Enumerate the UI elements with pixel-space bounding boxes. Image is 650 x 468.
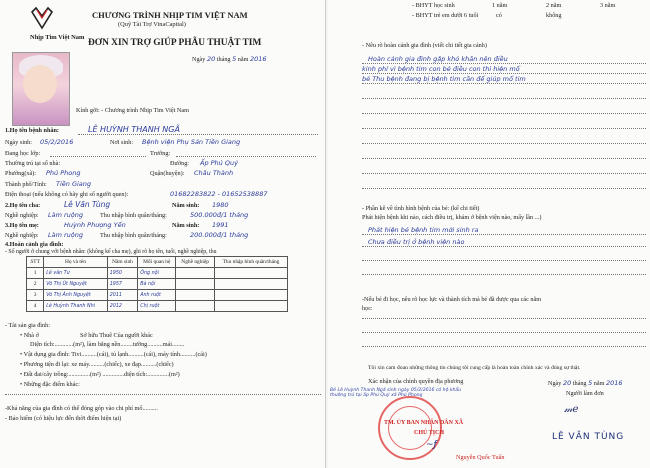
- birthplace-value[interactable]: Bệnh viện Phụ Sản Tiền Giang: [142, 138, 241, 146]
- underline: [362, 346, 646, 347]
- section4-label: 4.Hoàn cảnh gia đình:: [5, 241, 64, 248]
- table-cell[interactable]: 2011: [107, 290, 138, 301]
- table-cell[interactable]: [176, 268, 215, 279]
- phone-label: Điện thoại (nếu không có hãy ghi số người quen):: [5, 191, 129, 198]
- household-table: [26, 256, 288, 312]
- disease-question-2: Phát hiện bệnh khi nào, cách điều trị, khám ở bệnh viện nào, mấy lần ...): [362, 214, 542, 221]
- official-signature-icon: ~ƒ: [426, 440, 437, 450]
- bhyt-child: - BHYT trẻ em dưới 6 tuổi: [412, 12, 479, 19]
- table-cell[interactable]: 2012: [107, 301, 138, 312]
- bhyt-no: không: [546, 12, 562, 19]
- col-relation: Mối quan hệ: [138, 257, 176, 268]
- program-name: CHƯƠNG TRÌNH NHỊP TIM VIỆT NAM: [92, 10, 248, 20]
- underline: [362, 332, 646, 333]
- school-question-2: học:: [362, 305, 373, 312]
- sponsor: (Quỹ Tài Trợ VinaCapital): [118, 21, 186, 28]
- requester-name: LÊ VĂN TÙNG: [552, 432, 625, 442]
- table-cell[interactable]: [214, 279, 287, 290]
- appliances: • Vật dụng gia đình: Tivi..........(cái), tủ lạnh..........(cái), máy tính..........(cái): [20, 351, 207, 358]
- family-answer-3[interactable]: bé Thu bệnh đang bị bệnh tim cần để giúp mổ tim: [362, 75, 526, 83]
- other-assets: • Những đặc điểm khác:: [20, 381, 80, 388]
- patient-photo: [12, 52, 70, 126]
- requester-signature-icon: 𝓂ℯ: [564, 404, 579, 415]
- col-name: Họ và tên: [44, 257, 107, 268]
- address-label: Thường trú tại số nhà:: [5, 160, 61, 167]
- table-cell[interactable]: [214, 290, 287, 301]
- land: • Đất đai/cây trồng:..............(m²) ..............diện tích:..............(m²): [20, 371, 180, 378]
- table-row: [27, 301, 288, 312]
- table-cell: 1: [27, 268, 44, 279]
- father-job[interactable]: Làm ruộng: [48, 211, 84, 219]
- street-label: Đường:: [170, 160, 190, 167]
- bhyt-student: - BHYT học sinh: [412, 2, 455, 9]
- underline: [362, 113, 646, 114]
- table-cell[interactable]: 1950: [107, 268, 138, 279]
- underline: [362, 274, 646, 275]
- ward-value[interactable]: Phú Phong: [46, 169, 81, 177]
- requester-label: Người làm đơn: [566, 390, 604, 397]
- table-cell[interactable]: [214, 301, 287, 312]
- family-note: - Số người ở chung với bệnh nhân: (không kể cha mẹ), ghi rõ họ tên, tuổi, nghề nghiệp, thu: [5, 249, 217, 255]
- underline: [362, 188, 646, 189]
- underline: [362, 83, 646, 84]
- table-cell[interactable]: [176, 301, 215, 312]
- district-label: Quận(huyện):: [150, 170, 185, 177]
- table-cell[interactable]: Bà nội: [138, 279, 176, 290]
- table-cell[interactable]: Chị ruột: [138, 301, 176, 312]
- street-value[interactable]: Ấp Phú Quý: [200, 159, 238, 167]
- local-confirm-note: Bé Lê Huỳnh Thanh Ngã sinh ngày 05/2/2016 có hộ khẩu thường trú tại ấp Phú Quý xã Phú Phong: [330, 388, 462, 398]
- underline: [362, 173, 646, 174]
- form-date: Ngày 20 tháng 5 năm 2016: [192, 55, 267, 63]
- bhyt-2-year: 2 năm: [546, 2, 562, 9]
- table-cell[interactable]: Anh ruột: [138, 290, 176, 301]
- insurance: - Bảo hiểm (có hiệu lực đến thời điểm hiện tại): [5, 415, 122, 422]
- table-row: [27, 268, 288, 279]
- family-answer-2[interactable]: kinh phí vì bệnh tim con bé điều con thì hiện mổ: [362, 65, 520, 73]
- table-cell[interactable]: Lê văn Tư: [44, 268, 107, 279]
- mother-dob-label: Năm sinh:: [172, 222, 200, 229]
- underline: [362, 73, 646, 74]
- house-options: Sở hữu Thuê Của người khác: [80, 332, 153, 339]
- bhyt-3-year: 3 năm: [600, 2, 616, 9]
- underline: [362, 260, 646, 261]
- contribution: -Khả năng của gia đình có thể đóng góp vào chi phí mổ..........: [5, 405, 158, 412]
- ward-label: Phường(xã):: [5, 170, 37, 177]
- father-income-label: Thu nhập bình quân/tháng:: [100, 212, 167, 219]
- bhyt-1-year: 1 năm: [492, 2, 508, 9]
- mother-income[interactable]: 200.000đ/1 tháng: [190, 231, 249, 239]
- logo-caption: Nhịp Tim Việt Nam: [30, 34, 85, 41]
- father-dob-label: Năm sinh:: [172, 202, 200, 209]
- underline: [78, 134, 318, 135]
- col-job: Nghề nghiệp: [176, 257, 215, 268]
- table-cell[interactable]: [214, 268, 287, 279]
- disease-answer-2[interactable]: Chưa điều trị ở bệnh viện nào: [368, 238, 465, 246]
- stamp-role: CHỦ TỊCH: [414, 430, 445, 436]
- mother-job[interactable]: Làm ruộng: [48, 231, 84, 239]
- underline: [362, 143, 646, 144]
- table-cell: 2: [27, 279, 44, 290]
- phone-value[interactable]: 01682283822 - 01652538887: [170, 190, 268, 198]
- form-page-right: [328, 0, 650, 468]
- assets-label: - Tài sản gia đình:: [5, 322, 50, 329]
- official-stamp: [378, 396, 445, 460]
- section3-label: 3.Họ tên mẹ:: [5, 222, 39, 229]
- province-label: Thành phố/Tỉnh:: [5, 181, 47, 188]
- table-row: [27, 290, 288, 301]
- family-answer-1[interactable]: Hoàn cảnh gia đình gặp khó khăn nên điều: [368, 55, 508, 63]
- pledge: Tôi xin cam đoan những thông tin chúng tôi cung cấp là hoàn toàn chính xác và đúng sự thật.: [368, 365, 581, 371]
- house-area: Diện tích:............(m²), làm bằng nền........tường..........mái........: [30, 341, 185, 348]
- father-dob[interactable]: 1980: [212, 201, 229, 209]
- table-cell[interactable]: Ông nội: [138, 268, 176, 279]
- house-label: • Nhà ở: [20, 332, 39, 339]
- mother-job-label: Nghề nghiệp:: [5, 232, 39, 239]
- addressee: Kính gởi: - Chương trình Nhịp Tim Việt Nam: [76, 107, 189, 114]
- official-name: Nguyễn Quốc Tuấn: [456, 454, 505, 461]
- family-question: - Nêu rõ hoàn cảnh gia đình (viết chi tiết gia cảnh): [362, 42, 487, 49]
- section2-label: 2.Họ tên cha:: [5, 202, 41, 209]
- mother-name[interactable]: Huỳnh Phượng Yến: [64, 221, 126, 229]
- school-label2: Trường:: [150, 150, 171, 157]
- underline: [176, 156, 316, 157]
- birthplace-label: Nơi sinh:: [110, 139, 134, 146]
- table-cell[interactable]: Lê Huỳnh Thanh Nhi: [44, 301, 107, 312]
- table-row: [27, 279, 288, 290]
- col-stt: STT: [27, 257, 44, 268]
- dob-value[interactable]: 05/2/2016: [40, 138, 74, 146]
- photo-face: [23, 65, 57, 103]
- disease-answer-1[interactable]: Phát hiện bé bệnh tim mới sinh ra: [368, 226, 479, 234]
- patient-name[interactable]: LÊ HUỲNH THANH NGÃ: [88, 125, 180, 134]
- underline: [5, 394, 321, 395]
- mother-income-label: Thu nhập bình quân/tháng:: [100, 232, 167, 239]
- local-confirm-label: Xác nhận của chính quyền địa phương: [368, 378, 464, 385]
- underline: [362, 234, 646, 235]
- father-name[interactable]: Lê Văn Tùng: [64, 200, 111, 209]
- table-header-row: [27, 257, 288, 268]
- bhyt-yes: có: [496, 12, 502, 19]
- heart-logo-icon: [28, 4, 56, 32]
- table-cell[interactable]: Võ Thị Út Nguyệt: [44, 279, 107, 290]
- sign-date: Ngày 20 tháng 5 năm 2016: [548, 379, 623, 387]
- underline: [362, 318, 646, 319]
- stamp-title: TM. ỦY BAN NHÂN DÂN XÃ: [384, 420, 464, 426]
- father-income[interactable]: 500.000đ/1 tháng: [190, 211, 249, 219]
- table-cell: 4: [27, 301, 44, 312]
- underline: [50, 156, 146, 157]
- school-question: -Nếu bé đi học, nêu rõ học lực và thành tích mà bé đã được qua các năm: [362, 296, 542, 303]
- district-value[interactable]: Châu Thành: [194, 169, 234, 177]
- father-job-label: Nghề nghiệp:: [5, 212, 39, 219]
- vehicles: • Phương tiện đi lại: xe máy..........(chiếc), xe đạp..........(chiếc): [20, 361, 174, 368]
- table-cell[interactable]: [176, 290, 215, 301]
- underline: [362, 128, 646, 129]
- province-value[interactable]: Tiền Giang: [56, 180, 92, 188]
- col-year: Năm sinh: [107, 257, 138, 268]
- table-cell[interactable]: [176, 279, 215, 290]
- section1-label: 1.Họ tên bệnh nhân:: [5, 127, 59, 134]
- school-label: Đang học lớp:: [5, 150, 41, 157]
- underline: [362, 63, 646, 64]
- underline: [362, 158, 646, 159]
- table-cell[interactable]: 1957: [107, 279, 138, 290]
- table-cell[interactable]: Võ Thị Ánh Nguyệt: [44, 290, 107, 301]
- mother-dob[interactable]: 1991: [212, 221, 229, 229]
- dob-label: Ngày sinh:: [5, 139, 32, 146]
- form-title: ĐƠN XIN TRỢ GIÚP PHẪU THUẬT TIM: [88, 38, 262, 48]
- disease-question: - Phần kê về tình hình bệnh của bé: (kể chi tiết): [362, 205, 480, 212]
- col-income: Thu nhập bình quân/tháng: [214, 257, 287, 268]
- underline: [362, 246, 646, 247]
- underline: [362, 98, 646, 99]
- table-cell: 3: [27, 290, 44, 301]
